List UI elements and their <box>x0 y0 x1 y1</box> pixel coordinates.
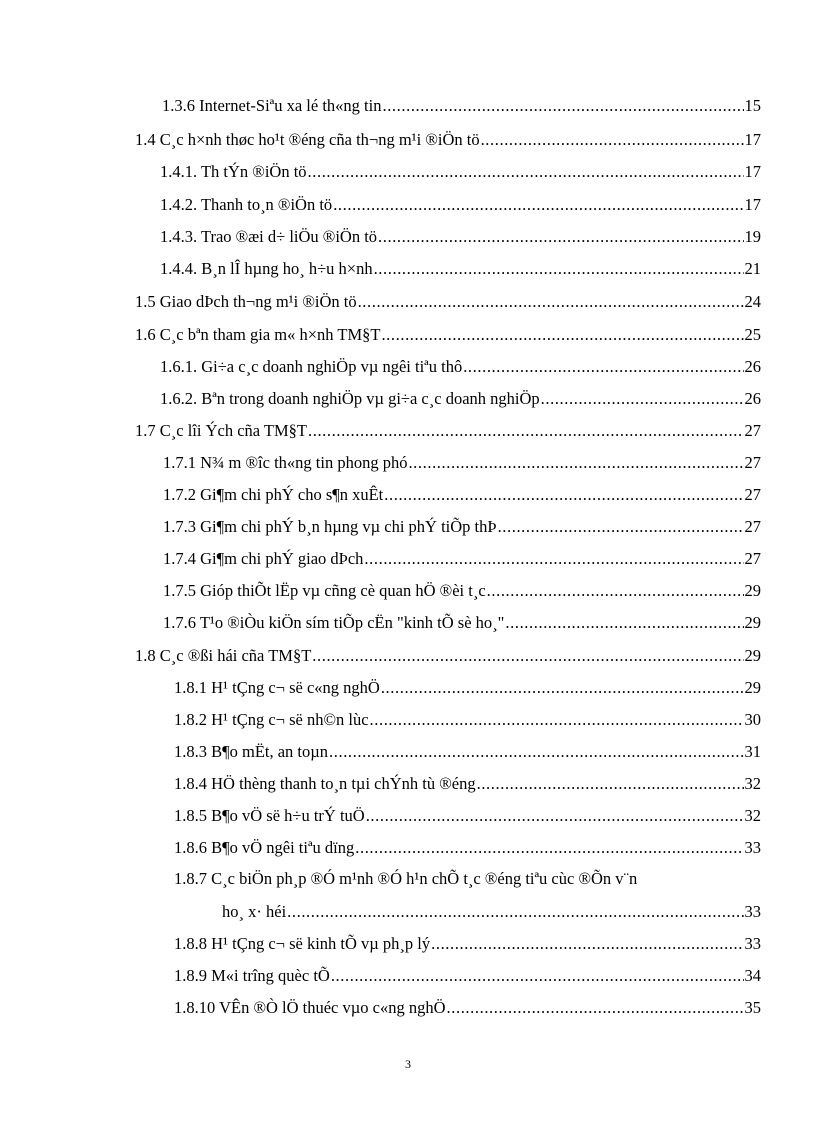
toc-entry-page: 29 <box>744 581 761 600</box>
toc-dot-leader <box>431 934 743 954</box>
toc-dot-leader <box>477 774 744 794</box>
toc-entry-title: ho¸ x· héi <box>222 902 287 921</box>
toc-entry-1-6-1 <box>160 357 761 377</box>
toc-entry-title: 1.8.7 C¸c biÖn ph¸p ®Ó m¹nh ®Ó h¹n chÕ t¸c ®éng tiªu cùc ®Õn v¨n <box>174 869 638 888</box>
toc-entry-page: 15 <box>744 96 761 115</box>
toc-dot-leader <box>308 421 744 441</box>
toc-entry-1-8 <box>135 646 761 666</box>
toc-entry-title: 1.7.1 N¾ m ®îc th«ng tin phong phó <box>163 453 408 472</box>
toc-entry-1-8-1 <box>174 678 761 698</box>
toc-entry-title: 1.8.5 B¶o vÖ së h÷u trÝ tuÖ <box>174 806 365 825</box>
toc-entry-1-4-3 <box>160 227 761 247</box>
toc-dot-leader <box>287 902 743 922</box>
toc-dot-leader <box>333 195 743 215</box>
toc-entry-1-8-5 <box>174 806 761 826</box>
toc-entry-title: 1.8.3 B¶o mËt, an toµn <box>174 742 329 761</box>
toc-entry-title: 1.4.1. Th tÝn ®iÖn tö <box>160 162 307 181</box>
toc-entry-title: 1.8 C¸c ®ßi hái cña TM§T <box>135 646 312 665</box>
toc-dot-leader <box>355 838 743 858</box>
toc-entry-1-7-6 <box>163 613 761 633</box>
toc-dot-leader <box>366 806 744 826</box>
toc-entry-1-3-6 <box>162 96 761 116</box>
toc-entry-title: 1.8.10 VÊn ®Ò lÖ thuéc vµo c«ng nghÖ <box>174 998 446 1017</box>
toc-entry-page: 31 <box>744 742 761 761</box>
toc-entry-page: 33 <box>744 902 761 921</box>
toc-entry-title: 1.8.1 H¹ tÇng c¬ së c«ng nghÖ <box>174 678 380 697</box>
toc-entry-1-7-3 <box>163 517 761 537</box>
toc-dot-leader <box>541 389 744 409</box>
toc-dot-leader <box>331 966 744 986</box>
toc-entry-page: 19 <box>744 227 761 246</box>
toc-entry-title: 1.7.6 T¹o ®iÒu kiÖn sím tiÕp cËn "kinh tÕ sè ho¸" <box>163 613 505 632</box>
toc-entry-1-4 <box>135 130 761 150</box>
page-number: 3 <box>405 1057 411 1071</box>
toc-entry-1-4-1 <box>160 162 761 182</box>
toc-entry-title: 1.7.4 Gi¶m chi phÝ giao dÞch <box>163 549 364 568</box>
toc-entry-page: 32 <box>744 806 761 825</box>
toc-dot-leader <box>505 613 743 633</box>
toc-entry-title: 1.8.2 H¹ tÇng c¬ së nh©n lùc <box>174 710 369 729</box>
toc-entry-1-8-9 <box>174 966 761 986</box>
toc-dot-leader <box>384 485 743 505</box>
toc-entry-page: 33 <box>744 934 761 953</box>
toc-dot-leader <box>498 517 744 537</box>
toc-entry-1-8-7-first-line <box>174 869 637 889</box>
toc-entry-title: 1.4.3. Trao ®æi d÷ liÖu ®iÖn tö <box>160 227 378 246</box>
toc-entry-page: 27 <box>744 549 761 568</box>
toc-entry-title: 1.6.1. Gi÷a c¸c doanh nghiÖp vµ ngêi tiªu thô <box>160 357 463 376</box>
toc-entry-1-8-4 <box>174 774 761 794</box>
toc-entry-1-8-6 <box>174 838 761 858</box>
toc-entry-1-7-2 <box>163 485 761 505</box>
toc-dot-leader <box>408 453 743 473</box>
toc-dot-leader <box>308 162 744 182</box>
toc-entry-title: 1.8.4 HÖ thèng thanh to¸n tµi chÝnh tù ®éng <box>174 774 476 793</box>
toc-entry-page: 17 <box>744 162 761 181</box>
toc-entry-1-4-4 <box>160 259 761 279</box>
toc-entry-title: 1.7.5 Gióp thiÕt lËp vµ cñng cè quan hÖ ®èi t¸c <box>163 581 486 600</box>
toc-entry-page: 27 <box>744 517 761 536</box>
toc-entry-page: 27 <box>744 485 761 504</box>
toc-entry-page: 17 <box>744 195 761 214</box>
toc-entry-page: 35 <box>744 998 761 1017</box>
toc-entry-1-7-5 <box>163 581 761 601</box>
toc-entry-1-8-8 <box>174 934 761 954</box>
toc-dot-leader <box>381 678 744 698</box>
toc-entry-page: 26 <box>744 357 761 376</box>
toc-entry-title: 1.8.9 M«i trîng quèc tÕ <box>174 966 330 985</box>
toc-dot-leader <box>364 549 743 569</box>
toc-entry-page: 27 <box>744 421 761 440</box>
toc-entry-title: 1.8.6 B¶o vÖ ngêi tiªu dïng <box>174 838 355 857</box>
toc-entry-title: 1.6.2. Bªn trong doanh nghiÖp vµ gi÷a c¸c doanh nghiÖp <box>160 389 540 408</box>
toc-entry-title: 1.4 C¸c h×nh thøc ho¹t ®éng cña th¬ng m¹i ®iÖn tö <box>135 130 480 149</box>
toc-dot-leader <box>487 581 744 601</box>
toc-entry-1-4-2 <box>160 195 761 215</box>
toc-entry-title: 1.4.2. Thanh to¸n ®iÖn tö <box>160 195 333 214</box>
toc-entry-title: 1.3.6 Internet-Siªu xa lé th«ng tin <box>162 96 382 115</box>
toc-dot-leader <box>370 710 744 730</box>
toc-entry-page: 30 <box>744 710 761 729</box>
toc-entry-title: 1.7.2 Gi¶m chi phÝ cho s¶n xuÊt <box>163 485 384 504</box>
toc-entry-1-8-3 <box>174 742 761 762</box>
toc-entry-page: 25 <box>744 325 761 344</box>
toc-entry-title: 1.4.4. B¸n lÎ hµng ho¸ h÷u h×nh <box>160 259 373 278</box>
toc-dot-leader <box>329 742 743 762</box>
toc-entry-title: 1.7.3 Gi¶m chi phÝ b¸n hµng vµ chi phÝ tiÕp thÞ <box>163 517 497 536</box>
toc-dot-leader <box>312 646 743 666</box>
toc-entry-1-5 <box>135 292 761 312</box>
toc-entry-page: 24 <box>744 292 761 311</box>
toc-entry-page: 32 <box>744 774 761 793</box>
toc-entry-page: 34 <box>744 966 761 985</box>
toc-entry-page: 29 <box>744 678 761 697</box>
toc-entry-1-8-10 <box>174 998 761 1018</box>
toc-entry-page: 29 <box>744 646 761 665</box>
toc-entry-1-8-7-continuation <box>222 902 761 922</box>
toc-entry-page: 26 <box>744 389 761 408</box>
toc-entry-1-8-2 <box>174 710 761 730</box>
toc-entry-page: 21 <box>744 259 761 278</box>
toc-entry-1-7 <box>135 421 761 441</box>
toc-entry-page: 27 <box>744 453 761 472</box>
toc-entry-1-6 <box>135 325 761 345</box>
toc-entry-title: 1.5 Giao dÞch th¬ng m¹i ®iÖn tö <box>135 292 357 311</box>
toc-dot-leader <box>381 325 743 345</box>
toc-entry-title: 1.6 C¸c bªn tham gia m« h×nh TM§T <box>135 325 381 344</box>
toc-dot-leader <box>358 292 744 312</box>
toc-entry-page: 17 <box>744 130 761 149</box>
toc-dot-leader <box>374 259 744 279</box>
toc-dot-leader <box>481 130 744 150</box>
toc-entry-page: 33 <box>744 838 761 857</box>
toc-dot-leader <box>463 357 743 377</box>
toc-entry-page: 29 <box>744 613 761 632</box>
toc-dot-leader <box>378 227 743 247</box>
toc-dot-leader <box>447 998 744 1018</box>
toc-entry-1-7-4 <box>163 549 761 569</box>
toc-entry-1-6-2 <box>160 389 761 409</box>
toc-entry-title: 1.8.8 H¹ tÇng c¬ së kinh tÕ vµ ph¸p lý <box>174 934 431 953</box>
toc-dot-leader <box>382 96 743 116</box>
toc-entry-title: 1.7 C¸c lîi Ých cña TM§T <box>135 421 307 440</box>
toc-entry-1-7-1 <box>163 453 761 473</box>
